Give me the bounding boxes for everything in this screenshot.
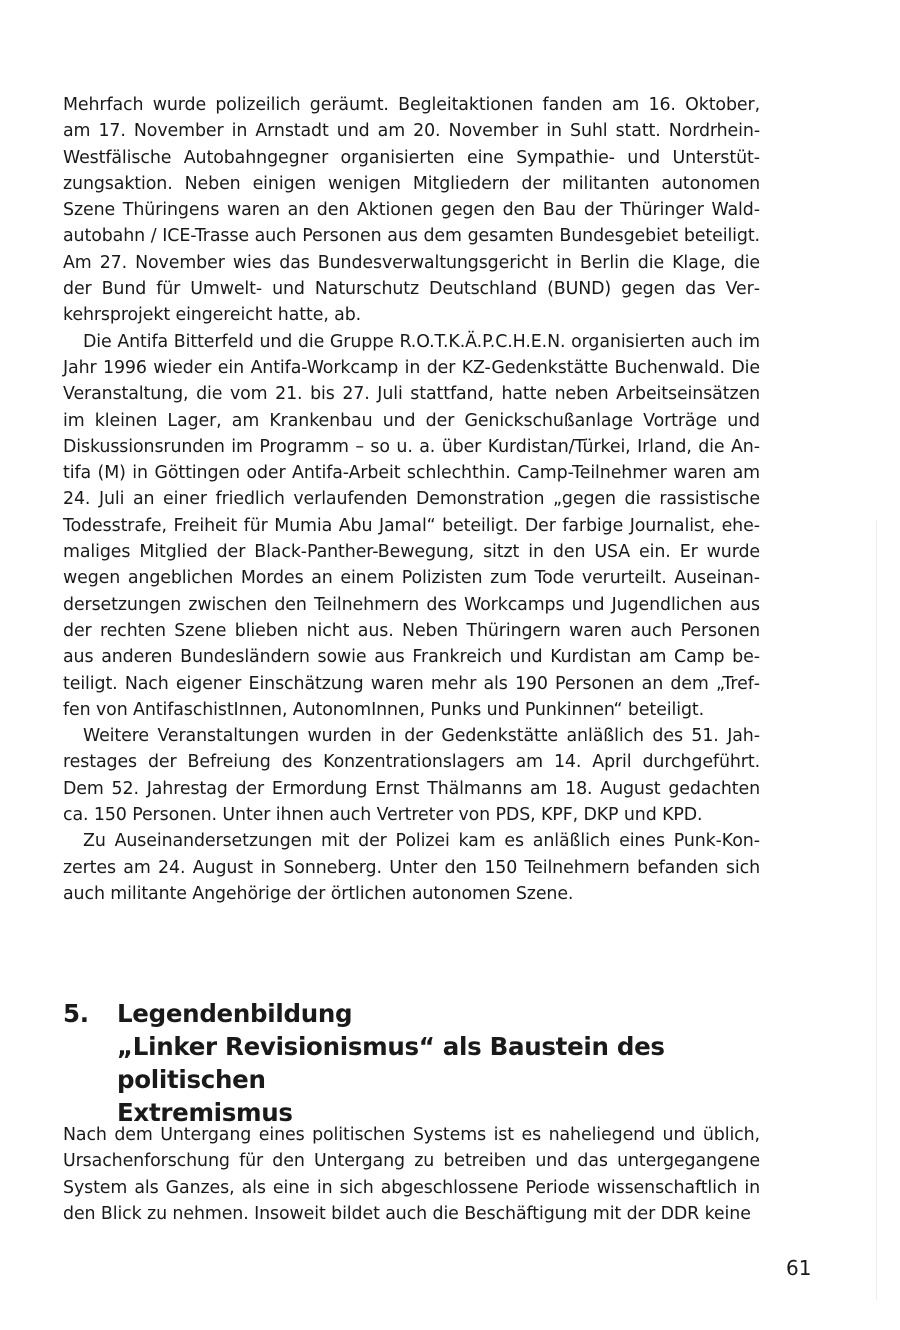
section-title — [117, 997, 763, 1129]
section-body — [63, 1122, 760, 1227]
paragraph-1: Mehrfach wurde polizeilich geräumt. Begleitaktionen fanden am 16. Oktober, am 17. November in Arnstadt und am 20. November in Suhl statt. Nordrhein-Westfälische Autobahngegner organisierten eine Sympathie- und Unterstützungsaktion. Neben einigen wenigen Mitgliedern der militanten autonomen Szene Thüringens waren an den Aktionen gegen den Bau der Thüringer Waldautobahn / ICE-Trasse auch Personen aus dem gesamten Bundesgebiet beteiligt. Am 27. November wies das Bundesverwaltungsgericht in Berlin die Klage, die der Bund für Umwelt- und Naturschutz Deutschland (BUND) gegen das Verkehrsprojekt eingereicht hatte, ab. — [63, 95, 760, 326]
scan-margin-line — [876, 520, 877, 1300]
paragraph-4: Zu Auseinandersetzungen mit der Polizei kam es anläßlich eines Punk-Konzertes am 24. August in Sonneberg. Unter den 150 Teilnehmern befanden sich auch militante Angehörige der örtlichen autonomen Szene. — [63, 831, 760, 904]
body-text — [63, 92, 760, 907]
section-heading — [63, 997, 763, 1129]
section-paragraph-1: Nach dem Untergang eines politischen Systems ist es naheliegend und üblich, Ursachenforschung für den Untergang zu betreiben und das untergegangene System als Ganzes, als eine in sich abgeschlossene Periode wissenschaftlich in den Blick zu nehmen. Insoweit bildet auch die Beschäftigung mit der DDR keine — [63, 1125, 760, 1224]
section-title-line-1: Legendenbildung — [117, 999, 353, 1028]
paragraph-3: Weitere Veranstaltungen wurden in der Gedenkstätte anläßlich des 51. Jahrestages der Befreiung des Konzentrationslagers am 14. April durchgeführt. Dem 52. Jahrestag der Ermordung Ernst Thälmanns am 18. August gedachten ca. 150 Personen. Unter ihnen auch Vertreter von PDS, KPF, DKP und KPD. — [63, 726, 760, 826]
paragraph-2: Die Antifa Bitterfeld und die Gruppe R.O.T.K.Ä.P.C.H.E.N. organisierten auch im Jahr 1996 wieder ein Antifa-Workcamp in der KZ-Gedenkstätte Buchenwald. Die Veranstaltung, die vom 21. bis 27. Juli stattfand, hatte neben Arbeitseinsätzen im kleinen Lager, am Krankenbau und der Genickschußanlage Vorträge und Diskussionsrunden im Programm – so u. a. über Kurdistan/Türkei, Irland, die Antifa (M) in Göttingen oder Antifa-Arbeit schlechthin. Camp-Teilnehmer waren am 24. Juli an einer friedlich verlaufenden Demonstration „gegen die rassistische Todesstrafe, Freiheit für Mumia Abu Jamal“ beteiligt. Der farbige Journalist, ehemaliges Mitglied der Black-Panther-Bewegung, sitzt in den USA ein. Er wurde wegen angeblichen Mordes an einem Polizisten zum Tode verurteilt. Auseinandersetzungen zwischen den Teilnehmern des Workcamps und Jugendlichen aus der rechten Szene blieben nicht aus. Neben Thüringern waren auch Personen aus anderen Bundesländern sowie aus Frankreich und Kurdistan am Camp beteiligt. Nach eigener Einschätzung waren mehr als 190 Personen an dem „Treffen von AntifaschistInnen, AutonomInnen, Punks und Punkinnen“ beteiligt. — [63, 331, 760, 720]
section-number: 5. — [63, 999, 89, 1028]
section-title-line-2: „Linker Revisionismus“ als Baustein des politischen — [117, 1032, 665, 1094]
section-title-line-3: Extremismus — [117, 1098, 293, 1127]
page-number: 61 — [786, 1256, 812, 1280]
